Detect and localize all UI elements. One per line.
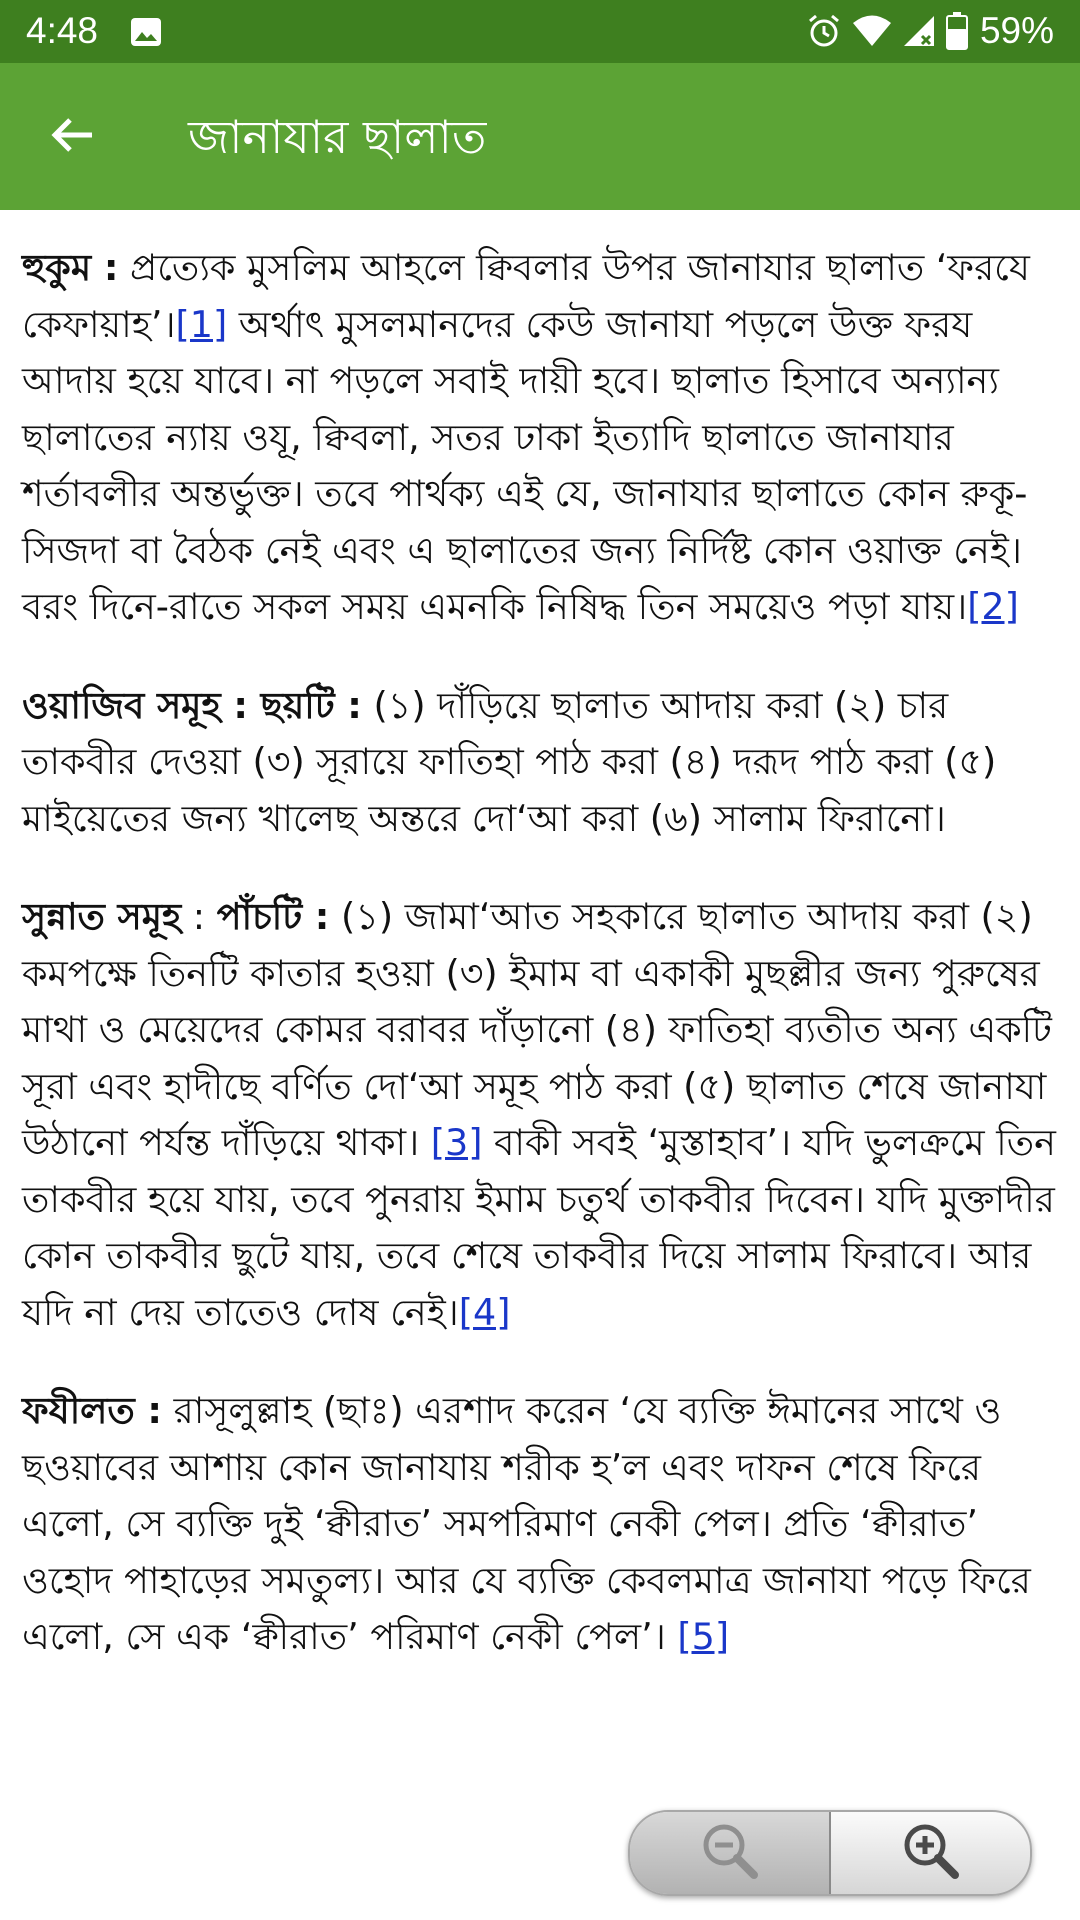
footnote-link-3[interactable]: [3]	[430, 1121, 483, 1164]
paragraph-text: (১) জামা‘আত সহকারে ছালাত আদায় করা (২) কমপক্ষে তিনটি কাতার হওয়া (৩) ইমাম বা একাকী মুছল্লীর জন্য পুরুষের মাথা ও মেয়েদের কোমর বরাবর দাঁড়ানো (৪) ফাতিহা ব্যতীত অন্য একটি সূরা এবং হাদীছে বর্ণিত দো‘আ সমূহ পাঠ করা (৫) ছালাত শেষে জানাযা উঠানো পর্যন্ত দাঁড়িয়ে থাকা।	[22, 895, 1052, 1164]
article-body	[22, 240, 1062, 1708]
status-bar	[0, 0, 1080, 63]
label-separator: :	[181, 895, 217, 938]
back-button[interactable]	[30, 101, 114, 173]
footnote-link-2[interactable]: [2]	[967, 585, 1019, 628]
zoom-in-button[interactable]	[831, 1812, 1030, 1894]
section-label: ফযীলত :	[22, 1389, 163, 1432]
footnote-link-5[interactable]: [5]	[677, 1615, 730, 1658]
image-icon	[130, 17, 162, 47]
paragraph-text: প্রত্যেক মুসলিম আহলে ক্বিবলার উপর জানাযার ছালাত ‘ফরযে কেফায়াহ’।	[22, 246, 1030, 346]
paragraph-wajib	[22, 678, 1062, 848]
paragraph-text: অর্থাৎ মুসলমানদের কেউ জানাযা পড়লে উক্ত ফরয আদায় হয়ে যাবে। না পড়লে সবাই দায়ী হবে। ছালাত হিসাবে অন্যান্য ছালাতের ন্যায় ওযূ, ক্বিবলা, সতর ঢাকা ইত্যাদি ছালাতে জানাযার শর্তাবলীর অন্তর্ভুক্ত। তবে পার্থক্য এই যে, জানাযার ছালাতে কোন রুকূ-সিজদা বা বৈঠক নেই এবং এ ছালাতের জন্য নির্দিষ্ট কোন ওয়াক্ত নেই। বরং দিনে-রাতে সকল সময় এমনকি নিষিদ্ধ তিন সময়েও পড়া যায়।	[22, 302, 1028, 628]
arrow-back-icon	[48, 111, 96, 163]
paragraph-sunnat	[22, 889, 1062, 1341]
page-title: জানাযার ছালাত	[188, 110, 487, 164]
signal-icon	[902, 14, 936, 48]
section-label: ওয়াজিব সমূহ : ছয়টি :	[22, 683, 362, 727]
footnote-link-4[interactable]: [4]	[458, 1290, 511, 1334]
zoom-in-icon	[899, 1819, 963, 1887]
alarm-icon	[806, 13, 842, 49]
paragraph-hukum	[22, 240, 1062, 636]
section-label: হুকুম :	[22, 246, 119, 289]
status-time: 4:48	[26, 10, 99, 51]
paragraph-text: রাসূলুল্লাহ (ছাঃ) এরশাদ করেন ‘যে ব্যক্তি ঈমানের সাথে ও ছওয়াবের আশায় কোন জানাযায় শরীক হ’ল এবং দাফন শেষে ফিরে এলো, সে ব্যক্তি দুই ‘ক্বীরাত’ সমপরিমাণ নেকী পেল। প্রতি ‘ক্বীরাত’ ওহোদ পাহাড়ের সমতুল্য। আর যে ব্যক্তি কেবলমাত্র জানাযা পড়ে ফিরে এলো, সে এক ‘ক্বীরাত’ পরিমাণ নেকী পেল’।	[22, 1389, 1031, 1658]
battery-icon	[946, 12, 968, 50]
footnote-link-1[interactable]: [1]	[175, 302, 228, 346]
zoom-controls	[628, 1810, 1032, 1896]
status-icons	[806, 10, 1054, 52]
section-label: পাঁচটি :	[216, 895, 330, 938]
section-label: সুন্নাত সমূহ	[22, 895, 182, 938]
wifi-icon	[852, 14, 892, 48]
paragraph-fazilat	[22, 1383, 1062, 1666]
paragraph-text: বাকী সবই ‘মুস্তাহাব’। যদি ভুলক্রমে তিন তাকবীর হয়ে যায়, তবে পুনরায় ইমাম চতুর্থ তাকবীর দিবেন। যদি মুক্তাদীর কোন তাকবীর ছুটে যায়, তবে শেষে তাকবীর দিয়ে সালাম ফিরাবে। আর যদি না দেয় তাতেও দোষ নেই।	[22, 1121, 1056, 1334]
battery-percent: 59%	[979, 10, 1054, 51]
zoom-out-button[interactable]	[630, 1812, 831, 1894]
app-bar	[0, 63, 1080, 210]
paragraph-text: (১) দাঁড়িয়ে ছালাত আদায় করা (২) চার তাকবীর দেওয়া (৩) সূরায়ে ফাতিহা পাঠ করা (৪) দরূদ পাঠ করা (৫) মাইয়েতের জন্য খালেছ অন্তরে দো‘আ করা (৬) সালাম ফিরানো।	[22, 683, 997, 840]
zoom-out-icon	[698, 1819, 762, 1887]
